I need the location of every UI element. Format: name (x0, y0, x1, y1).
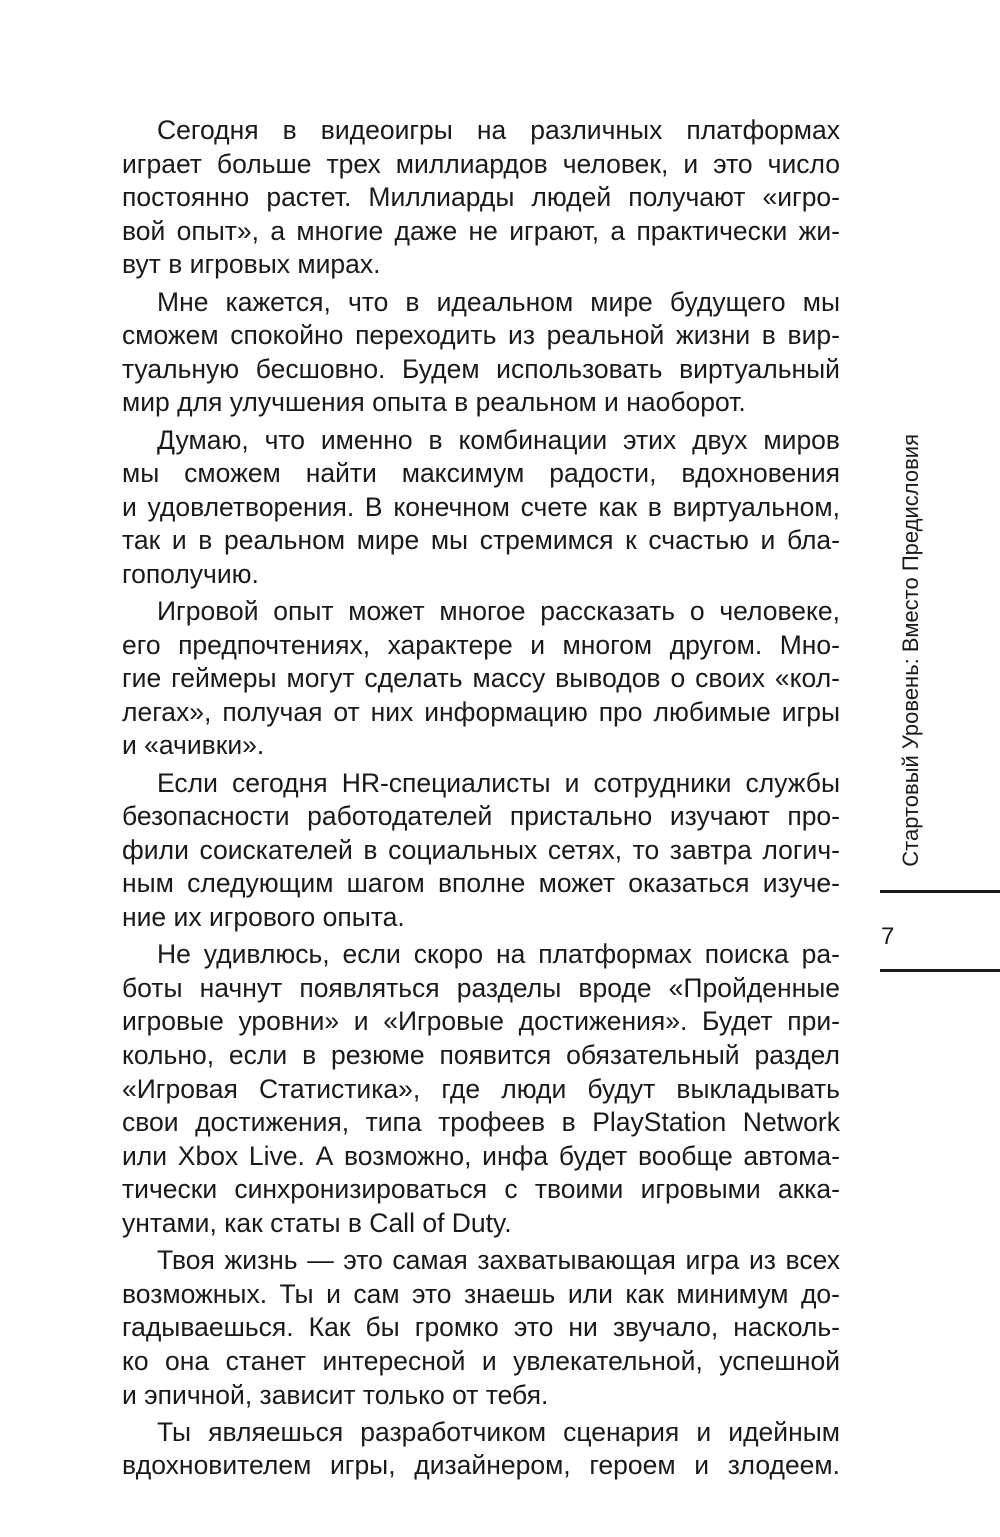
text-line: постоянно растет. Миллиарды людей получают «игро- (122, 182, 840, 213)
text-line: кольно, если в резюме появится обязательный раздел (122, 1040, 840, 1070)
text-line: и эпичной, зависит только от тебя. (122, 1379, 549, 1410)
running-head (893, 426, 929, 874)
text-line: его предпочтениях, характере и многом другом. Мно- (122, 629, 840, 660)
text-line: тически синхронизироваться с твоими игровыми акка- (122, 1174, 840, 1205)
text-line: игровые уровни» и «Игровые достижения». Будет при- (122, 1006, 840, 1037)
body-text (122, 114, 840, 1483)
text-line: свои достижения, типа трофеев в PlayStation Network (122, 1107, 840, 1138)
text-line: гадываешься. Как бы громко это ни звучало, насколь- (122, 1312, 840, 1343)
text-line: сможем спокойно переходить из реальной жизни в вир- (122, 320, 840, 351)
text-line: Ты являешься разработчиком сценария и идейным (157, 1416, 840, 1447)
paragraph (122, 767, 840, 935)
text-line: ние их игрового опыта. (122, 902, 405, 933)
text-line: гополучию. (122, 558, 259, 589)
text-line: ным следующим шагом вполне может оказаться изуче- (122, 868, 840, 899)
paragraph (122, 1416, 840, 1483)
paragraph (122, 938, 840, 1240)
text-line: мы сможем найти максимум радости, вдохновения (122, 458, 840, 489)
text-line: фили соискателей в социальных сетях, то завтра логич- (122, 834, 840, 865)
page-number: 7 (881, 923, 895, 950)
text-line: ко она станет интересной и увлекательной, успешной (122, 1345, 840, 1376)
text-line: боты начнут появляться разделы вроде «Пройденные (122, 972, 840, 1003)
paragraph (122, 424, 840, 592)
text-line: возможных. Ты и сам это знаешь или как минимум до- (122, 1278, 840, 1309)
text-line: «Игровая Статистика», где люди будут выкладывать (122, 1073, 840, 1104)
paragraph (122, 286, 840, 420)
paragraph (122, 1244, 840, 1412)
text-line: легах», получая от них информацию про любимые игры (122, 696, 840, 727)
text-line: Мне кажется, что в идеальном мире будущего мы (157, 286, 840, 317)
page-number-rule-bottom (880, 969, 1000, 972)
text-line: вой опыт», а многие даже не играют, а практически жи- (122, 215, 840, 246)
text-line: мир для улучшения опыта в реальном и наоборот. (122, 387, 746, 418)
text-line: туальную бесшовно. Будем использовать виртуальный (122, 353, 840, 384)
text-line: так и в реальном мире мы стремимся к счастью и бла- (122, 525, 840, 556)
text-line: и «ачивки». (122, 730, 265, 761)
text-line: унтами, как статы в Call of Duty. (122, 1207, 512, 1238)
running-head-text: Стартовый Уровень: Вместо Предисловия (898, 433, 923, 867)
text-line: Игровой опыт может многое рассказать о человеке, (157, 596, 840, 627)
text-line: безопасности работодателей пристально изучают про- (122, 801, 840, 832)
page-number-rule-top (880, 890, 1000, 893)
text-line: или Xbox Live. А возможно, инфа будет вообще автома- (122, 1140, 840, 1171)
text-line: Не удивлюсь, если скоро на платформах поиска ра- (157, 939, 840, 970)
text-line: играет больше трех миллиардов человек, и это число (122, 148, 840, 179)
text-line: и удовлетворения. В конечном счете как в виртуальном, (122, 491, 840, 522)
text-line: вут в игровых мирах. (122, 249, 381, 280)
paragraph (122, 595, 840, 763)
text-line: Твоя жизнь — это самая захватывающая игра из всех (157, 1245, 840, 1276)
paragraph (122, 114, 840, 282)
text-line: Сегодня в видеоигры на различных платформах (157, 115, 840, 145)
text-line: вдохновителем игры, дизайнером, героем и злодеем. (122, 1450, 840, 1481)
text-line: Если сегодня HR-специалисты и сотрудники службы (157, 767, 840, 798)
text-line: Думаю, что именно в комбинации этих двух миров (157, 424, 840, 455)
text-line: гие геймеры могут сделать массу выводов о своих «кол- (122, 663, 840, 694)
